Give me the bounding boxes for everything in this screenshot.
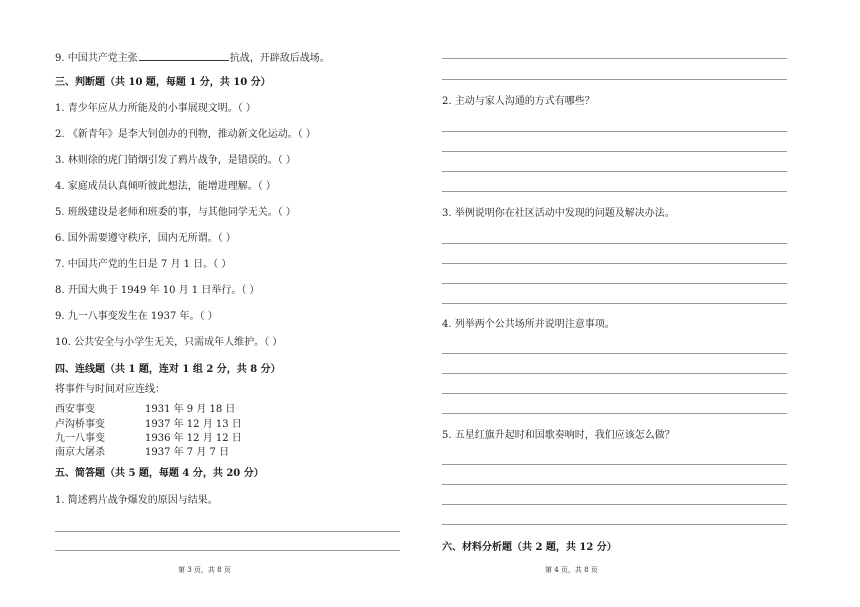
short-answer-1: 1. 简述鸦片战争爆发的原因与结果。 bbox=[55, 495, 218, 506]
judgment-item-9: 9. 九一八事变发生在 1937 年。（ ） bbox=[55, 311, 218, 322]
answer-line[interactable] bbox=[55, 550, 400, 551]
answer-line[interactable] bbox=[442, 393, 787, 394]
judgment-item-1: 1. 青少年应从力所能及的小事展现文明。（ ） bbox=[55, 103, 256, 114]
answer-line[interactable] bbox=[442, 413, 787, 414]
answer-line[interactable] bbox=[55, 531, 400, 532]
answer-line[interactable] bbox=[442, 243, 787, 244]
match-date-3[interactable]: 1936 年 12 月 12 日 bbox=[145, 433, 242, 444]
answer-line[interactable] bbox=[442, 504, 787, 505]
answer-line[interactable] bbox=[442, 524, 787, 525]
answer-line[interactable] bbox=[442, 464, 787, 465]
match-date-2[interactable]: 1937 年 12 月 13 日 bbox=[145, 419, 242, 430]
answer-line[interactable] bbox=[442, 353, 787, 354]
match-instruction: 将事件与时间对应连线： bbox=[55, 384, 165, 395]
answer-line[interactable] bbox=[442, 263, 787, 264]
section-6-title: 六、材料分析题（共 2 题，共 12 分） bbox=[442, 542, 617, 553]
answer-line[interactable] bbox=[442, 303, 787, 304]
match-event-4[interactable]: 南京大屠杀 bbox=[55, 447, 105, 458]
answer-blank[interactable] bbox=[139, 50, 229, 61]
q9-suffix: 抗战，开辟敌后战场。 bbox=[229, 53, 330, 64]
short-answer-5: 5. 五星红旗升起时和国歌奏响时，我们应该怎么做？ bbox=[442, 430, 675, 441]
fill-question-9 bbox=[55, 50, 330, 65]
judgment-item-4: 4. 家庭成员认真倾听彼此想法，能增进理解。（ ） bbox=[55, 181, 276, 192]
answer-line[interactable] bbox=[442, 151, 787, 152]
short-answer-2: 2. 主动与家人沟通的方式有哪些？ bbox=[442, 96, 595, 107]
match-event-1[interactable]: 西安事变 bbox=[55, 404, 95, 415]
answer-line[interactable] bbox=[442, 484, 787, 485]
answer-line[interactable] bbox=[442, 283, 787, 284]
short-answer-3: 3. 举例说明你在社区活动中发现的问题及解决办法。 bbox=[442, 208, 675, 219]
judgment-item-10: 10. 公共安全与小学生无关，只需成年人维护。（ ） bbox=[55, 337, 283, 348]
judgment-item-6: 6. 国外需要遵守秩序，国内无所谓。（ ） bbox=[55, 233, 236, 244]
answer-line[interactable] bbox=[442, 373, 787, 374]
judgment-item-2: 2. 《新青年》是李大钊创办的刊物，推动新文化运动。（ ） bbox=[55, 129, 316, 140]
answer-line[interactable] bbox=[442, 191, 787, 192]
section-3-title: 三、判断题（共 10 题，每题 1 分，共 10 分） bbox=[55, 77, 271, 88]
match-event-2[interactable]: 卢沟桥事变 bbox=[55, 419, 105, 430]
match-date-1[interactable]: 1931 年 9 月 18 日 bbox=[145, 404, 236, 415]
section-5-title: 五、简答题（共 5 题，每题 4 分，共 20 分） bbox=[55, 468, 264, 479]
judgment-item-3: 3. 林则徐的虎门销烟引发了鸦片战争，是错误的。（ ） bbox=[55, 155, 296, 166]
page-footer-right: 第 4 页，共 8 页 bbox=[545, 566, 598, 574]
answer-line[interactable] bbox=[442, 58, 787, 59]
page-footer-left: 第 3 页，共 8 页 bbox=[178, 566, 231, 574]
answer-line[interactable] bbox=[442, 131, 787, 132]
judgment-item-8: 8. 开国大典于 1949 年 10 月 1 日举行。（ ） bbox=[55, 285, 260, 296]
answer-line[interactable] bbox=[442, 171, 787, 172]
section-4-title: 四、连线题（共 1 题，连对 1 组 2 分，共 8 分） bbox=[55, 364, 281, 375]
judgment-item-5: 5. 班级建设是老师和班委的事，与其他同学无关。（ ） bbox=[55, 207, 296, 218]
judgment-item-7: 7. 中国共产党的生日是 7 月 1 日。（ ） bbox=[55, 259, 232, 270]
match-date-4[interactable]: 1937 年 7 月 7 日 bbox=[145, 447, 230, 458]
match-event-3[interactable]: 九一八事变 bbox=[55, 433, 105, 444]
short-answer-4: 4. 列举两个公共场所并说明注意事项。 bbox=[442, 319, 615, 330]
q9-prefix: 9. 中国共产党主张 bbox=[55, 53, 138, 64]
answer-line[interactable] bbox=[442, 79, 787, 80]
